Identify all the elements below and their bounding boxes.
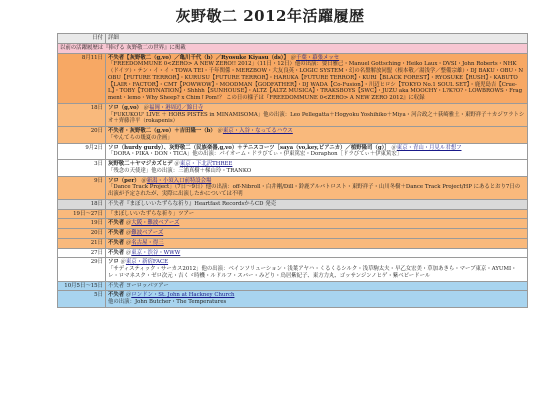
venue-link[interactable]: 難波ベアーズ: [131, 230, 164, 236]
header-row: [58, 34, 528, 44]
entry-note: 「サディスティック・サーカス2012」他の出演：ベインソリューション・浅葉アヤハ・くるくるシルク・浅草駒太夫・早乙女宏美・草加あきら・マーブ東京・AYUMI・レ・ロマネスク・ゼロ次元・吉くゞ時機・ルドルフ・スバー・みどり・鳥居紫紀子、東方力丸、ゴッサンジンノヒゲ・紫ベビードール: [108, 266, 517, 279]
entry-title: 不失者 ヨーロッパツアー: [108, 282, 169, 289]
entry-detail: ソロ（g,vo） ＠福岡・港周辺／錦日寺 「FUKUKOU' LIVE ＋ HORS PISTES in MINAMISOMA」他の出演：Leo Pellegatta＋Hogyoku Yoshihiko＋Miya・河合政之＋荻崎雅土・東野祥子＋カジワラトシオ＋齊藤洋平（rokapenis）: [106, 103, 528, 126]
entry-detail: ソロ（per） ＠新潟・小須入口前特設会場 「Dance Track Project」（7日〜9日）他の出演：off-Nibroll・白井剛/Dill・鈴鹿アルバトロスト・東野祥子・山川冬樹＋Dance Track Project/HP にあるとおり7日の出演が予定されたが、実際に出演したかについては不明: [106, 176, 528, 199]
entry-note: 「FUKUKOU' LIVE ＋ HORS PISTES in MINAMISOMA」他の出演：Leo Pellegatta＋Hogyoku Yoshihiko＋Miya・河合政之＋荻崎雅土・東野祥子＋カジワラトシオ＋齊藤洋平（rokapenis）: [108, 111, 525, 125]
entry-detail: 不失者 ＠ロンドン・St. John at Hackney Church 他の出演：John Butcher・The Temperatures: [106, 291, 528, 308]
entry-title: 不失者: [108, 292, 125, 299]
venue-link[interactable]: 東京・入谷・なってるハウス: [222, 128, 293, 134]
table-row: [58, 258, 528, 281]
entry-date: 18日: [58, 199, 106, 209]
entry-detail: 不失者【灰野敬二（g,vo）／亀川千代（b）／Ryosuke Kiyasu（ds）】 ＠千葉・幕張メッセ 「FREEDOMMUNE 0<ZERO> A NEW ZERO!! 2012」（11日・12日）他の出演：要日雅己・Manuel Gottsching・Heiko Laux・DVSI・John Roberts・NHK（ドイツ）・テン・イ・イ・TOWA TEI・千年関係・MERZBOW・大友良英・LOGIC SYSTEM・幻の名盤解放同盟（根本敬／湯浅学／整備宗雄）・DJ BAKU・OBU・NOBU【FUTURE TERROR】・KURUSU【FUTURE TERROR】・HARUKA【FUTURE TERROR】・KURI【BLACK FOREST】・RYOSUKE【RUSH】・KABUTO【LAIR・FACTOR】・CMT【POWWOW】・MOODMAN【GODFATHER】・DJ WADA【Co-Fusion】・川辺ヒロシ【TOKYO No.1 SOUL SET】・鹿児島吉【Crue-L】・TOBY【TOBYNATION】・Shhhh【SUNHOUSE】・ALTZ【ALTZ MUSICA】・TRAKSBOYS【SWC】・JUZU aka MOOCHY・L?K?O?・LOWBROWS・Fragment・lemo・Why Sheep? x Chim↑Pom!？ この日の様子は『FREEDOMMUNE 0<ZERO> A NEW ZERO 2012』に収録: [106, 53, 528, 103]
table-row: [58, 176, 528, 199]
entry-note: 「DORA・PIKA・DON・TICA」他の出演：パイオーム・ドラびてぃ・伊東篤宏・Doraphon［ドラびてぃ＋伊東篤宏］: [108, 151, 403, 158]
entry-detail: [106, 281, 528, 291]
venue-link[interactable]: 千葉・幕張メッセ: [295, 54, 340, 61]
history-table: [57, 33, 528, 308]
entry-title: 不失者: [108, 230, 125, 236]
venue-link[interactable]: 東京・下北沢THREE: [179, 161, 233, 167]
table-row: [58, 143, 528, 160]
entry-title: 不失者【灰野敬二（g,vo）／亀川千代（b）／Ryosuke Kiyasu（ds）】: [108, 54, 289, 61]
entry-note: 「Dance Track Project」（7日〜9日）他の出演：off-Nibroll・白井剛/Dill・鈴鹿アルバトロスト・東野祥子・山川冬樹＋Dance Track Project/HP にあるとおり7日の出演が予定されたが、実際に出演したかについては不明: [108, 184, 521, 197]
notice-text: 以前の活躍履歴は『捧げる 灰野敬二の世界』に掲載: [58, 43, 528, 53]
table-row: [58, 219, 528, 229]
entry-detail: 不失者 ＠東京・渋谷・WWW: [106, 248, 528, 258]
entry-date: 20日: [58, 127, 106, 144]
table-row: [58, 281, 528, 291]
entry-date: 18日: [58, 103, 106, 126]
entry-title: 灰野敬二＋ヤマジカズヒデ: [108, 161, 173, 167]
entry-detail: 不失者 ＠名古屋・得三: [106, 238, 528, 248]
entry-date: 8月11日: [58, 53, 106, 103]
table-row: [58, 209, 528, 219]
table-row: [58, 199, 528, 209]
entry-title: 不失者: [108, 239, 125, 246]
entry-detail: 灰野敬二＋ヤマジカズヒデ ＠東京・下北沢THREE 「残念の天使達」他の出演：三浦真樹＋梯山玲・TRANKO: [106, 160, 528, 177]
entry-note: 「残念の天使達」他の出演：三浦真樹＋梯山玲・TRANKO: [108, 167, 252, 174]
table-row: [58, 103, 528, 126]
entry-date: 9月2日: [58, 143, 106, 160]
table-row: [58, 291, 528, 308]
entry-note: 他の出演：John Butcher・The Temperatures: [108, 299, 227, 305]
entry-date: 21日: [58, 238, 106, 248]
entry-date: 27日: [58, 248, 106, 258]
header-detail: 詳細: [106, 34, 528, 44]
entry-date: 5日: [58, 291, 106, 308]
table-row: [58, 53, 528, 103]
entry-date: 20日: [58, 229, 106, 239]
venue-link[interactable]: 名古屋・得三: [131, 239, 164, 246]
table-row: [58, 127, 528, 144]
entry-date: 19日〜27日: [58, 209, 106, 219]
venue-link[interactable]: 東京・渋谷・WWW: [131, 249, 181, 256]
venue-link[interactable]: 東京・青山・月見ル君想フ: [396, 144, 462, 151]
page-title: 灰野敬二 2012年活躍履歴: [175, 7, 365, 25]
entry-title: ソロ: [108, 259, 119, 266]
entry-detail: ソロ ＠東京・新宿FACE 「サディスティック・サーカス2012」他の出演：ベインソリューション・浅葉アヤハ・くるくるシルク・浅草駒太夫・早乙女宏美・草加あきら・マーブ東京・AYUMI・レ・ロマネスク・ゼロ次元・吉くゞ時機・ルドルフ・スバー・みどり・鳥居紫紀子、東方力丸、ゴッサンジンノヒゲ・紫ベビードール: [106, 258, 528, 281]
venue-link[interactable]: 東京・新宿FACE: [125, 259, 169, 266]
notice-row: [58, 43, 528, 53]
entry-title: ソロ（per）: [108, 177, 140, 184]
entry-detail: 不失者 ＠難波ベアーズ: [106, 229, 528, 239]
entry-title: 不失者・灰野敬二（g,vo）＋吉田隆一（b）: [108, 128, 216, 134]
entry-title: 不失者: [108, 220, 125, 227]
venue-link[interactable]: ロンドン・St. John at Hackney Church: [131, 292, 235, 299]
venue-link[interactable]: 福岡・港周辺／錦日寺: [149, 104, 203, 111]
table-row: [58, 160, 528, 177]
entry-detail: 不失者・灰野敬二（g,vo）＋吉田隆一（b） ＠東京・入谷・なってるハウス 「やんてらの幾夏の企画」: [106, 127, 528, 144]
entry-note: 「やんてらの幾夏の企画」: [108, 134, 173, 141]
entry-title: 不失者: [108, 249, 125, 256]
table-row: [58, 238, 528, 248]
entry-title: ソロ（hurdy gurdy）、灰野敬二（民族楽器,g,vo）＋テニスコーツ［saya（vo,key,ピアニカ）／植野隆司（g）］: [108, 144, 390, 151]
entry-note: 「FREEDOMMUNE 0<ZERO> A NEW ZERO!! 2012」（11日・12日）他の出演：要日雅己・Manuel Gottsching・Heiko Laux・DVSI・John Roberts・NHK（ドイツ）・テン・イ・イ・TOWA TEI・千年関係・MERZBOW・大友良英・LOGIC SYSTEM・幻の名盤解放同盟（根本敬／湯浅学／整備宗雄）・DJ BAKU・OBU・NOBU【FUTURE TERROR】・KURUSU【FUTURE TERROR】・HARUKA【FUTURE TERROR】・KURI【BLACK FOREST】・RYOSUKE【RUSH】・KABUTO【LAIR・FACTOR】・CMT【POWWOW】・MOODMAN【GODFATHER】・DJ WADA【Co-Fusion】・川辺ヒロシ【TOKYO No.1 SOUL SET】・鹿児島吉【Crue-L】・TOBY【TOBYNATION】・Shhhh【SUNHOUSE】・ALTZ【ALTZ MUSICA】・TRAKSBOYS【SWC】・JUZU aka MOOCHY・L?K?O?・LOWBROWS・Fragment・lemo・Why Sheep? x Chim↑Pom!？ この日の様子は『FREEDOMMUNE 0<ZERO> A NEW ZERO 2012』に収録: [108, 61, 524, 101]
entry-detail: 不失者 ＠大阪・難波ベアーズ: [106, 219, 528, 229]
header-date: 日付: [58, 34, 106, 44]
entry-date: 10月5日〜15日: [58, 281, 106, 291]
entry-title: 不失者『まぼしいいたずらな祈り』Heartfast RecordsからCD 発売: [108, 200, 276, 207]
venue-link[interactable]: 大阪・難波ベアーズ: [131, 220, 180, 227]
entry-date: 29日: [58, 258, 106, 281]
entry-date: 9日: [58, 176, 106, 199]
table-row: [58, 248, 528, 258]
venue-link[interactable]: 新潟・小須入口前特設会場: [146, 177, 212, 184]
entry-detail: [106, 199, 528, 209]
entry-title: 「まぼしいいたずらな祈り」ツアー: [108, 210, 195, 217]
table-row: [58, 229, 528, 239]
entry-detail: [106, 209, 528, 219]
entry-detail: ソロ（hurdy gurdy）、灰野敬二（民族楽器,g,vo）＋テニスコーツ［saya（vo,key,ピアニカ）／植野隆司（g）］ ＠東京・青山・月見ル君想フ 「DORA・PIKA・DON・TICA」他の出演：パイオーム・ドラびてぃ・伊東篤宏・Doraphon［ドラびてぃ＋伊東篤宏］: [106, 143, 528, 160]
entry-date: 19日: [58, 219, 106, 229]
entry-date: 3日: [58, 160, 106, 177]
entry-title: ソロ（g,vo）: [108, 104, 142, 111]
